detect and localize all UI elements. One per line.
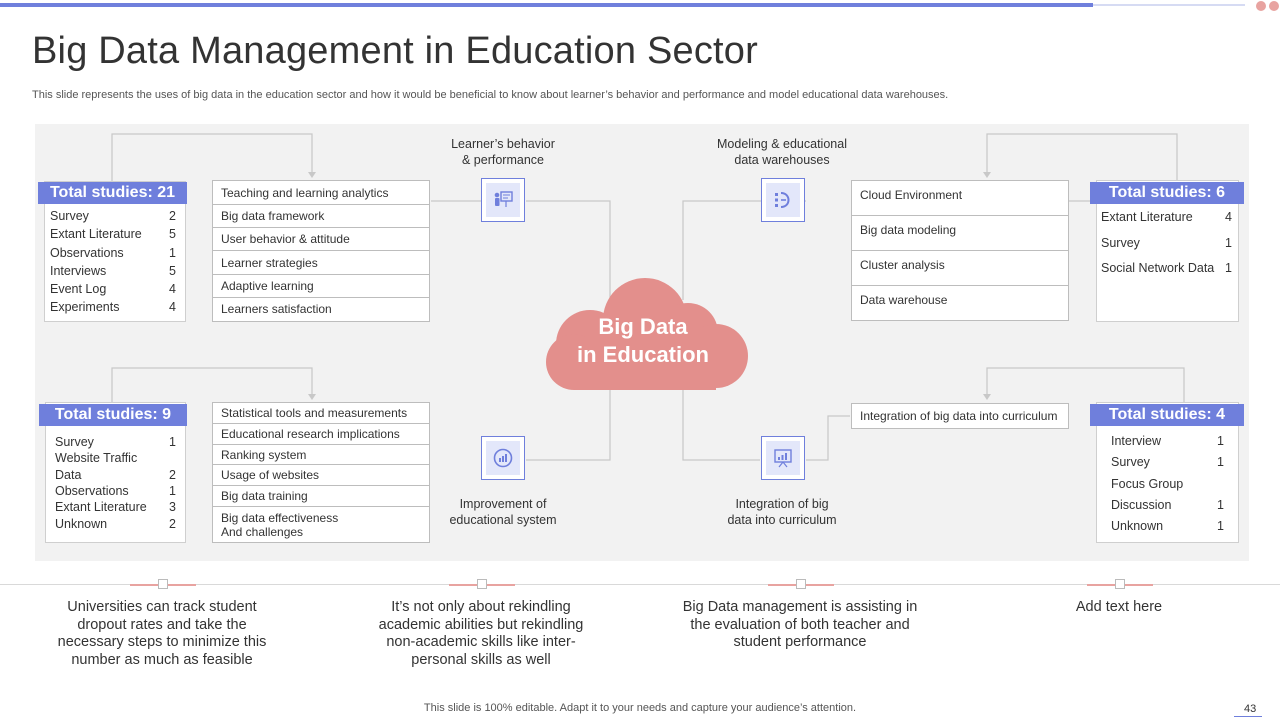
footer-note: This slide is 100% editable. Adapt it to your needs and capture your audience’s attention. bbox=[423, 702, 857, 714]
modeling-icon-box bbox=[761, 178, 805, 222]
improvement-icon-box bbox=[481, 436, 525, 480]
timeline-square bbox=[477, 579, 487, 589]
page-subtitle: This slide represents the uses of big data in the education sector and how it would be beneficial to know about learner’s behavior and performance and model educational data warehouses. bbox=[32, 89, 949, 101]
topic-list-bottom-right bbox=[851, 403, 1069, 429]
list-item: Ranking system bbox=[213, 445, 429, 465]
list-item: Teaching and learning analytics bbox=[213, 181, 429, 205]
list-item: Learners satisfaction bbox=[221, 302, 332, 316]
list-item: Big data framework bbox=[213, 205, 429, 228]
studies-box-bottom-left: Total studies: 9 Survey 1 Website Traffic Data 2 Observations 1 Extant Literature 3 Unknown 2 bbox=[45, 402, 186, 543]
cloud-line-2: in Education bbox=[577, 342, 709, 367]
cloud-line-1: Big Data bbox=[598, 314, 688, 339]
list-item: Big data training bbox=[213, 486, 429, 507]
chart-board-icon bbox=[772, 447, 794, 469]
studies-header: Total studies: 21 bbox=[38, 182, 187, 204]
list-item: Statistical tools and measurements bbox=[213, 403, 429, 424]
list-item: Big data effectiveness And challenges bbox=[221, 511, 339, 539]
timeline-text-3: Big Data management is assisting in the evaluation of both teacher and student performance bbox=[682, 599, 918, 650]
list-item: Data warehouse bbox=[860, 293, 948, 307]
caption-modeling: Modeling & educational data warehouses bbox=[717, 137, 847, 167]
caption-improvement: Improvement of educational system bbox=[449, 497, 557, 527]
studies-box-top-right: Total studies: 6 Extant Literature 4 Survey 1 Social Network Data 1 bbox=[1096, 180, 1239, 322]
timeline-square bbox=[158, 579, 168, 589]
improvement-icon bbox=[492, 447, 514, 469]
caption-integration: Integration of big data into curriculum bbox=[727, 497, 837, 527]
integration-icon-box bbox=[761, 436, 805, 480]
timeline-text-2: It’s not only about rekindling academic abilities but rekindling non-academic skills like inter- personal skills as well bbox=[378, 599, 584, 668]
page-number-underline bbox=[1234, 716, 1262, 717]
list-item: Big data modeling bbox=[852, 216, 1068, 251]
list-item: Cloud Environment bbox=[852, 181, 1068, 216]
page-title: Big Data Management in Education Sector bbox=[32, 30, 758, 72]
presentation-icon bbox=[492, 189, 514, 211]
data-model-icon bbox=[772, 189, 794, 211]
list-item: Integration of big data into curriculum bbox=[860, 409, 1058, 423]
studies-header: Total studies: 9 bbox=[39, 404, 187, 426]
topic-list-top-right bbox=[851, 180, 1069, 321]
page-number: 43 bbox=[1244, 703, 1257, 715]
topic-list-bottom-left bbox=[212, 402, 430, 543]
list-item: Adaptive learning bbox=[213, 275, 429, 298]
studies-header: Total studies: 6 bbox=[1090, 182, 1244, 204]
studies-header: Total studies: 4 bbox=[1090, 404, 1244, 426]
studies-box-top-left: Total studies: 21 Survey 2 Extant Literature 5 Observations 1 Interviews 5 Event Log 4 Experiments 4 bbox=[44, 181, 186, 322]
studies-box-bottom-right: Total studies: 4 Interview 1 Survey 1 Focus Group Discussion 1 Unknown 1 bbox=[1096, 402, 1239, 543]
caption-learner-behavior: Learner’s behavior & performance bbox=[451, 137, 555, 167]
timeline-text-1: Universities can track student dropout rates and take the necessary steps to minimize this number as much as feasible bbox=[57, 599, 267, 668]
topic-list-top-left bbox=[212, 180, 430, 322]
timeline-text-4[interactable]: Add text here bbox=[1075, 599, 1163, 615]
list-item: User behavior & attitude bbox=[213, 228, 429, 251]
list-item: Learner strategies bbox=[213, 251, 429, 275]
timeline-square bbox=[1115, 579, 1125, 589]
list-item: Usage of websites bbox=[213, 465, 429, 486]
timeline-square bbox=[796, 579, 806, 589]
list-item: Educational research implications bbox=[213, 424, 429, 445]
learner-behavior-icon-box bbox=[481, 178, 525, 222]
list-item: Cluster analysis bbox=[852, 251, 1068, 286]
